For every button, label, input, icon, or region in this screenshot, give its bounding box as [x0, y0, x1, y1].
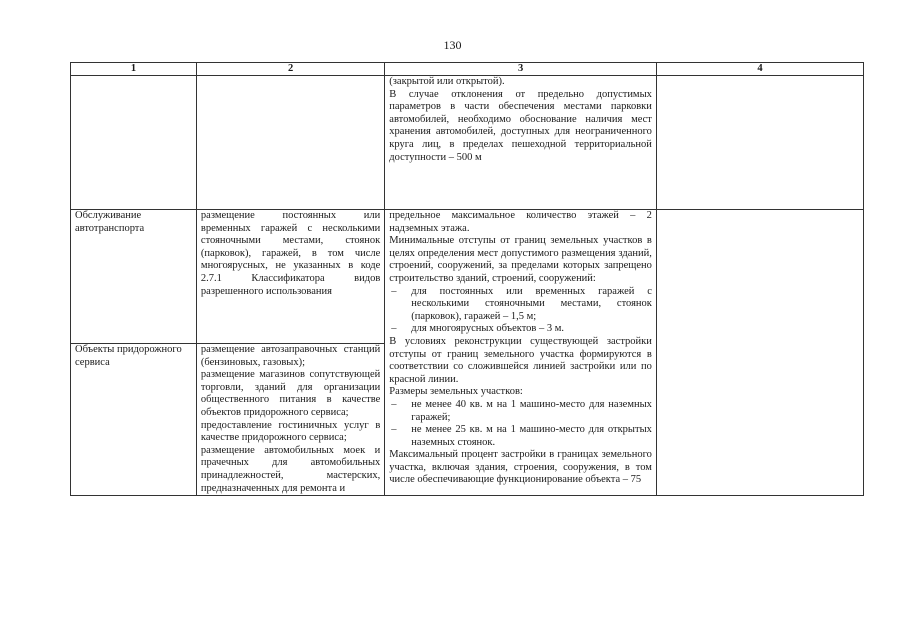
table-cell [71, 76, 197, 210]
table-cell [656, 210, 863, 496]
paragraph: предельное максимальное количество этажей – 2 надземных этажа. [389, 210, 652, 234]
table-cell [656, 76, 863, 210]
table-row [71, 76, 864, 210]
column-header-2: 2 [196, 63, 384, 76]
paragraph: В условиях реконструкции существующей застройки отступы от границ земельного участка формируются в соответствии со сложившейся линией застройки или по красной линии. [389, 335, 652, 385]
paragraph: Размеры земельных участков: [389, 386, 523, 398]
use-type-name: Обслуживание автотранспорта [71, 210, 197, 344]
parameters-cell [385, 210, 657, 496]
list-item: – не менее 25 кв. м на 1 машино-место для открытых наземных стоянок. [391, 424, 652, 448]
column-header-4: 4 [656, 63, 863, 76]
column-header-3: 3 [385, 63, 657, 76]
use-type-description: размещение постоянных или временных гаражей с несколькими стояночными местами, стоянок (парковок), гаражей, в том числе многоярусных, не указанных в коде 2.7.1 Классификатора видов разрешенного использования [196, 210, 384, 344]
list-item: – для многоярусных объектов – 3 м. [391, 323, 565, 335]
list-item: – не менее 40 кв. м на 1 машино-место для наземных гаражей; [391, 398, 652, 423]
use-type-description: размещение автозаправочных станций (бензиновых, газовых); размещение магазинов сопутствующей торговли, зданий для организации общественного питания в качестве объектов придорожного сервиса; предоставление гостиничных услуг в качестве придорожного сервиса; размещение автомобильных моек и прачечных для автомобильных принадлежностей, мастерских, предназначенных для ремонта и [196, 344, 384, 496]
table-cell [196, 76, 384, 210]
column-header-1: 1 [71, 63, 197, 76]
use-type-name: Объекты придорожного сервиса [71, 344, 197, 496]
table-header-row [71, 63, 864, 76]
table-cell: (закрытой или открытой). В случае отклонения от предельно допустимых параметров в части обеспечения местами парковки автомобилей, необходимо обоснование наличия мест хранения автомобилей, доступных для неограниченного круга лиц, в пределах пешеходной территориальной доступности – 500 м [385, 76, 657, 210]
list-item: – для постоянных или временных гаражей с несколькими стояночными местами, стоянок (парковок), гаражей – 1,5 м; [391, 285, 652, 322]
regulations-table [70, 62, 864, 496]
paragraph: Максимальный процент застройки в границах земельного участка, включая здания, строения, сооружения, в том числе обеспечивающие функционирование объекта – 75 [389, 449, 652, 486]
table-row [71, 210, 864, 344]
page-number: 130 [443, 38, 462, 52]
paragraph: Минимальные отступы от границ земельных участков в целях определения мест допустимого размещения зданий, строений, сооружений, за пределами которых запрещено строительство зданий, строений, сооружений: [389, 235, 652, 284]
